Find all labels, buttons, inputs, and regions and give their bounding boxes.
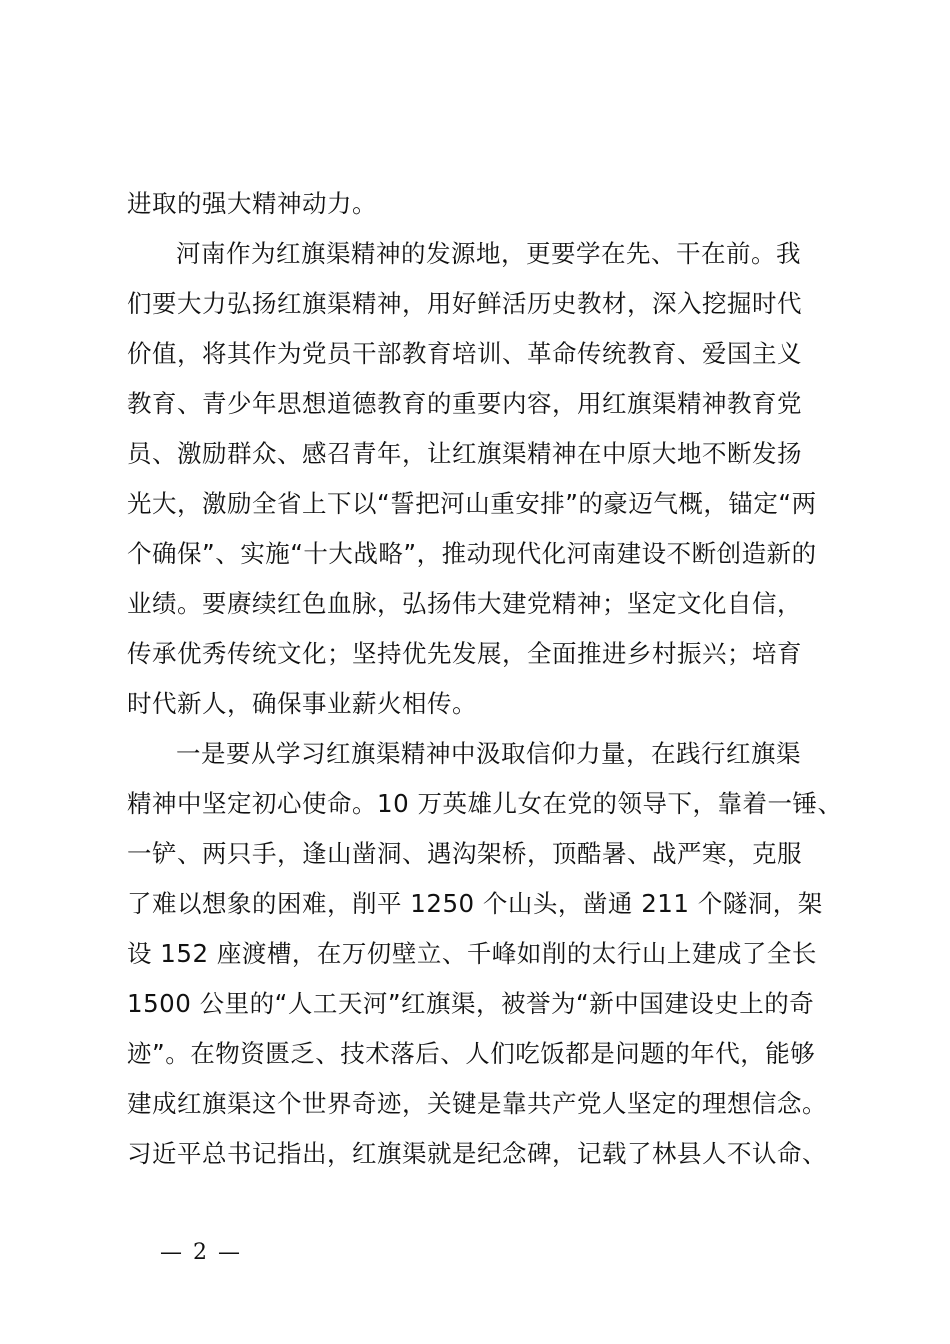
- text-line: 一铲、两只手，逢山凿洞、遇沟架桥，顶酷暑、战严寒，克服: [127, 839, 802, 868]
- text-line: 进取的强大精神动力。: [127, 189, 377, 218]
- text-line: 传承优秀传统文化；坚持优先发展，全面推进乡村振兴；培育: [127, 639, 802, 668]
- paragraph-first-line: 河南作为红旗渠精神的发源地，更要学在先、干在前。我: [176, 239, 801, 268]
- page-number: — 2 —: [160, 1240, 242, 1265]
- paragraph-first-line: 一是要从学习红旗渠精神中汲取信仰力量，在践行红旗渠: [176, 739, 801, 768]
- text-line: 设 152 座渡槽，在万仞壁立、千峰如削的太行山上建成了全长: [127, 939, 817, 968]
- text-line: 教育、青少年思想道德教育的重要内容，用红旗渠精神教育党: [127, 389, 802, 418]
- text-line: 1500 公里的“人工天河”红旗渠，被誉为“新中国建设史上的奇: [127, 989, 815, 1018]
- text-line: 个确保”、实施“十大战略”，推动现代化河南建设不断创造新的: [127, 539, 817, 568]
- text-line: 迹”。在物资匮乏、技术落后、人们吃饭都是问题的年代，能够: [127, 1039, 816, 1068]
- text-line: 习近平总书记指出，红旗渠就是纪念碑，记载了林县人不认命、: [127, 1139, 827, 1168]
- text-line: 光大，激励全省上下以“誓把河山重安排”的豪迈气概，锚定“两: [127, 489, 817, 518]
- text-line: 了难以想象的困难，削平 1250 个山头，凿通 211 个隧洞，架: [127, 889, 823, 918]
- text-line: 们要大力弘扬红旗渠精神，用好鲜活历史教材，深入挖掘时代: [127, 289, 802, 318]
- text-line: 业绩。要赓续红色血脉，弘扬伟大建党精神；坚定文化自信，: [127, 589, 802, 618]
- text-line: 员、激励群众、感召青年，让红旗渠精神在中原大地不断发扬: [127, 439, 802, 468]
- text-line: 时代新人，确保事业薪火相传。: [127, 689, 477, 718]
- text-line: 精神中坚定初心使命。10 万英雄儿女在党的领导下，靠着一锤、: [127, 789, 843, 818]
- text-line: 价值，将其作为党员干部教育培训、革命传统教育、爱国主义: [127, 339, 802, 368]
- text-line: 建成红旗渠这个世界奇迹，关键是靠共产党人坚定的理想信念。: [127, 1089, 827, 1118]
